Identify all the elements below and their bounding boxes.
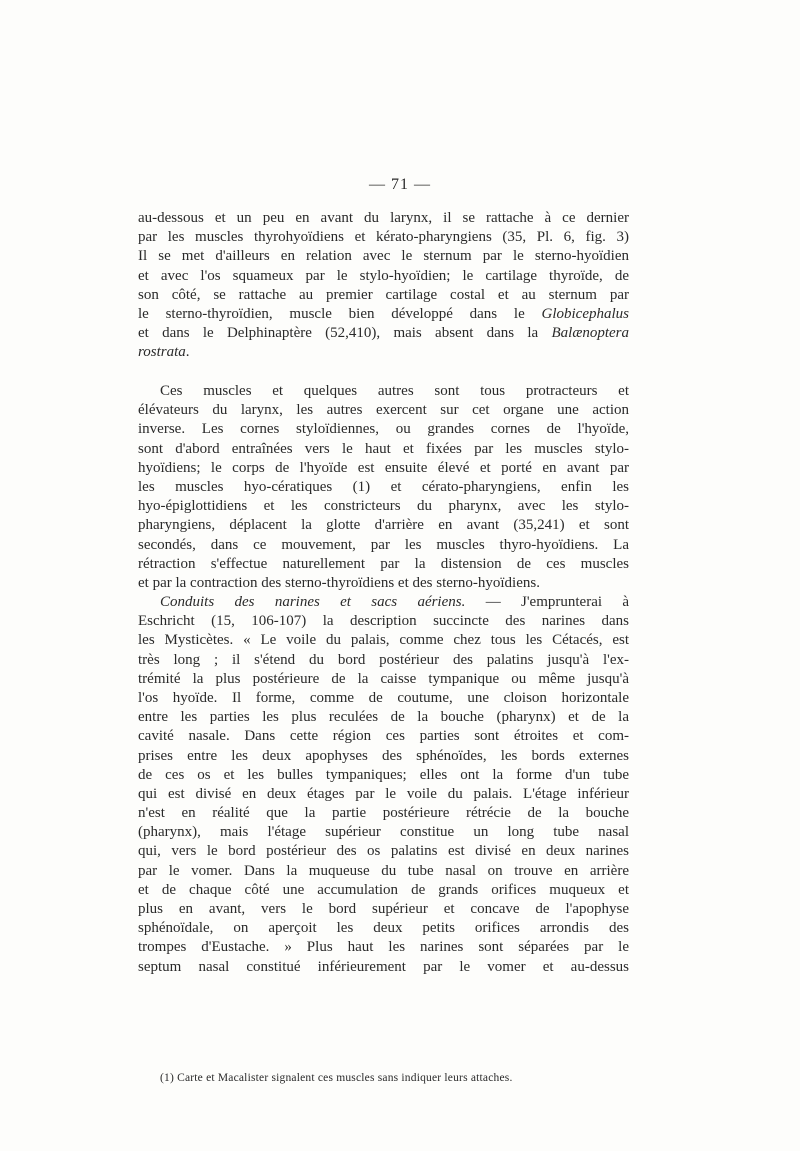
text-line: Ces muscles et quelques autres sont tous protracteurs et bbox=[160, 383, 629, 399]
text-fragment: le sterno-thyroïdien, muscle bien développé dans le bbox=[138, 305, 525, 322]
text-line: Il se met d'ailleurs en relation avec le sternum par le sterno-hyoïdien bbox=[138, 248, 629, 265]
text-fragment: — J'emprunterai à bbox=[485, 594, 629, 610]
paragraph-3 bbox=[138, 593, 629, 977]
text-line: entre les parties les plus reculées de la bouche (pharynx) et de la bbox=[138, 709, 629, 726]
text-line-with-italic bbox=[138, 343, 629, 362]
text-line: inverse. Les cornes styloïdiennes, ou grandes cornes de l'hyoïde, bbox=[138, 421, 629, 438]
page-number: — 71 — bbox=[369, 176, 431, 193]
text-line-with-italic bbox=[138, 305, 629, 324]
text-line: prises entre les deux apophyses des sphénoïdes, les bords externes bbox=[138, 747, 629, 764]
text-line: sphénoïdale, on aperçoit les deux petits orifices arrondis des bbox=[138, 920, 629, 937]
text-line: sont d'abord entraînées vers le haut et fixées par les muscles stylo- bbox=[138, 440, 629, 457]
text-line: cavité nasale. Dans cette région ces parties sont étroites et com- bbox=[138, 728, 629, 745]
text-line: et avec l'os squameux par le stylo-hyoïdien; le cartilage thyroïde, de bbox=[138, 267, 629, 284]
text-line: de ces os et les bulles tympaniques; elles ont la forme d'un tube bbox=[138, 766, 629, 783]
text-line: et de chaque côté une accumulation de grands orifices muqueux et bbox=[138, 881, 629, 898]
text-line: secondés, dans ce mouvement, par les muscles thyro-hyoïdiens. La bbox=[138, 536, 629, 553]
text-line: pharyngiens, déplacent la glotte d'arrière en avant (35,241) et sont bbox=[138, 517, 629, 534]
text-fragment: . bbox=[185, 344, 190, 361]
text-line: (pharynx), mais l'étage supérieur constitue un long tube nasal bbox=[138, 824, 629, 841]
text-line: hyo-épiglottidiens et les constricteurs du pharynx, avec les stylo- bbox=[138, 498, 629, 515]
footnote: (1) Carte et Macalister signalent ces muscles sans indiquer leurs attaches. bbox=[160, 1072, 513, 1084]
paragraph-1 bbox=[138, 209, 629, 363]
taxon-name: Balænoptera bbox=[551, 325, 629, 342]
text-line: et par la contraction des sterno-thyroïdiens et des sterno-hyoïdiens. bbox=[138, 574, 540, 591]
text-line: hyoïdiens; le corps de l'hyoïde est ensuite élevé et porté en avant par bbox=[138, 459, 629, 476]
text-line: très long ; il s'étend du bord postérieur des palatins jusqu'à l'ex- bbox=[138, 651, 629, 668]
text-line: les muscles hyo-cératiques (1) et cérato-pharyngiens, enfin les bbox=[138, 478, 629, 495]
text-line: l'os hyoïde. Il forme, comme de coutume, une cloison horizontale bbox=[138, 689, 629, 706]
text-line-with-italic bbox=[138, 324, 629, 343]
section-heading: Conduits des narines et sacs aériens. bbox=[160, 594, 466, 610]
text-line: Eschricht (15, 106-107) la description succincte des narines dans bbox=[138, 613, 629, 630]
text-line: au-dessous et un peu en avant du larynx, il se rattache à ce dernier bbox=[138, 210, 629, 226]
text-line: qui, vers le bord postérieur des os palatins est divisé en deux narines bbox=[138, 843, 629, 860]
text-line: plus en avant, vers le bord supérieur et concave de l'apophyse bbox=[138, 901, 629, 917]
text-line: septum nasal constitué inférieurement par le vomer et au-dessus bbox=[138, 958, 629, 975]
text-line: trémité la plus postérieure de la caisse tympanique ou même jusqu'à bbox=[138, 670, 629, 687]
section-heading-line bbox=[138, 593, 629, 612]
taxon-name: Globicephalus bbox=[541, 305, 629, 322]
text-line: les Mysticètes. « Le voile du palais, comme chez tous les Cétacés, est bbox=[138, 632, 629, 649]
text-line: son côté, se rattache au premier cartilage costal et au sternum par bbox=[138, 286, 629, 303]
text-line: trompes d'Eustache. » Plus haut les narines sont séparées par le bbox=[138, 939, 629, 956]
text-fragment: et dans le Delphinaptère (52,410), mais absent dans la bbox=[138, 325, 539, 342]
text-line: n'est en réalité que la partie postérieure rétrécie de la bouche bbox=[138, 805, 629, 822]
paragraph-2 bbox=[138, 382, 629, 593]
text-line: par les muscles thyrohyoïdiens et kérato-pharyngiens (35, Pl. 6, fig. 3) bbox=[138, 229, 629, 246]
text-line: rétraction s'effectue naturellement par la distension de ces muscles bbox=[138, 555, 629, 572]
text-line: élévateurs du larynx, les autres exercent sur cet organe une action bbox=[138, 402, 629, 419]
text-line: qui est divisé en deux étages par le voile du palais. L'étage inférieur bbox=[138, 785, 629, 802]
taxon-name: rostrata bbox=[138, 344, 186, 361]
text-line: par le vomer. Dans la muqueuse du tube nasal on trouve en arrière bbox=[138, 862, 629, 879]
